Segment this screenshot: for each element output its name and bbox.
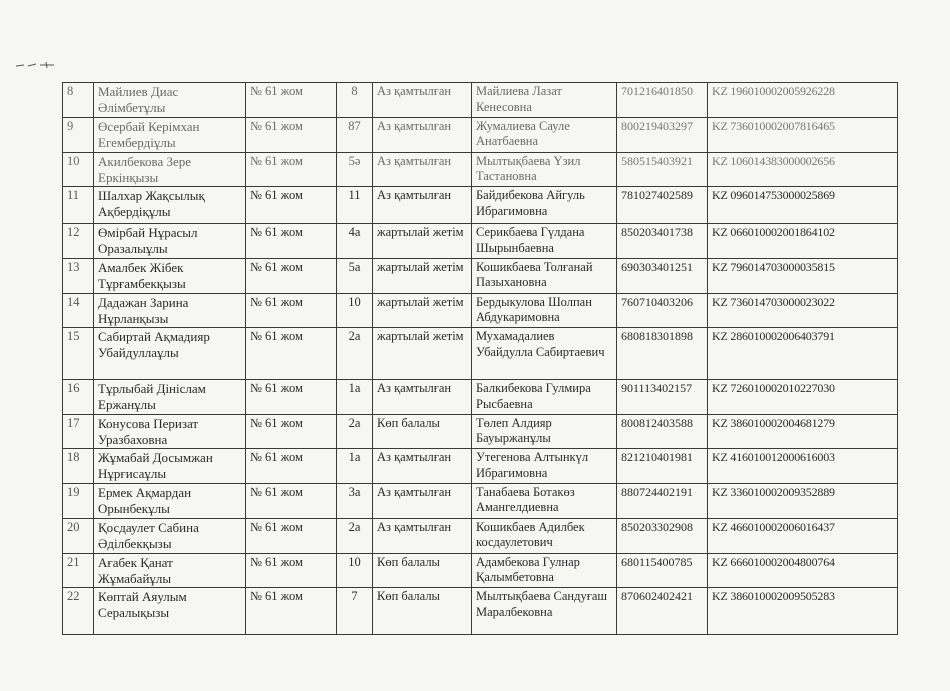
bank-account: KZ 286010002006403791: [708, 328, 898, 380]
parent-iin: 760710403206: [617, 293, 708, 328]
table-row: [63, 553, 898, 588]
table-row: [63, 83, 898, 118]
student-name: Жұмабай Досымжан Нұрғисаұлы: [94, 449, 246, 484]
social-status: жартылай жетім: [373, 258, 472, 293]
social-status: Көп балалы: [373, 414, 472, 449]
social-status: жартылай жетім: [373, 224, 472, 259]
social-status: Көп балалы: [373, 588, 472, 635]
parent-name: Кошикбаева Толғанай Пазыхановна: [472, 258, 617, 293]
social-status: Аз қамтылған: [373, 380, 472, 415]
table-row: [63, 483, 898, 518]
school: № 61 жом: [246, 224, 337, 259]
parent-iin: 680818301898: [617, 328, 708, 380]
social-status: Көп балалы: [373, 553, 472, 588]
parent-iin: 800812403588: [617, 414, 708, 449]
student-name: Өсербай Керімхан Егембердіұлы: [94, 117, 246, 152]
social-status: жартылай жетім: [373, 293, 472, 328]
school: № 61 жом: [246, 483, 337, 518]
class-grade: 4а: [337, 224, 373, 259]
bank-account: KZ 416010012000616003: [708, 449, 898, 484]
parent-name: Мухамадалиев Убайдулла Сабиртаевич: [472, 328, 617, 380]
social-status: Аз қамтылған: [373, 518, 472, 553]
school: № 61 жом: [246, 152, 337, 187]
bank-account: KZ 096014753000025869: [708, 187, 898, 224]
class-grade: 2а: [337, 414, 373, 449]
bank-account: KZ 796014703000035815: [708, 258, 898, 293]
parent-iin: 850203401738: [617, 224, 708, 259]
class-grade: 10: [337, 293, 373, 328]
class-grade: 2а: [337, 518, 373, 553]
table-row: [63, 187, 898, 224]
student-name: Дадажан Зарина Нұрланқызы: [94, 293, 246, 328]
bank-account: KZ 386010002009505283: [708, 588, 898, 635]
scan-artifact: [14, 60, 58, 70]
row-number: 10: [63, 152, 94, 187]
table-row: [63, 380, 898, 415]
table-row: [63, 224, 898, 259]
social-status: Аз қамтылған: [373, 449, 472, 484]
parent-name: Мылтықбаева Үзил Тастановна: [472, 152, 617, 187]
class-grade: 11: [337, 187, 373, 224]
school: № 61 жом: [246, 449, 337, 484]
table-row: [63, 258, 898, 293]
student-name: Амалбек Жібек Тұрғамбекқызы: [94, 258, 246, 293]
row-number: 14: [63, 293, 94, 328]
parent-iin: 680115400785: [617, 553, 708, 588]
social-status: Аз қамтылған: [373, 83, 472, 118]
parent-iin: 701216401850: [617, 83, 708, 118]
school: № 61 жом: [246, 380, 337, 415]
school: № 61 жом: [246, 518, 337, 553]
bank-account: KZ 386010002004681279: [708, 414, 898, 449]
table-row: [63, 152, 898, 187]
class-grade: 5ә: [337, 152, 373, 187]
parent-iin: 690303401251: [617, 258, 708, 293]
bank-account: KZ 466010002006016437: [708, 518, 898, 553]
bank-account: KZ 666010002004800764: [708, 553, 898, 588]
records-sheet: [62, 82, 897, 624]
school: № 61 жом: [246, 117, 337, 152]
class-grade: 2а: [337, 328, 373, 380]
parent-name: Мылтықбаева Сандуғаш Маралбековна: [472, 588, 617, 635]
parent-name: Серикбаева Гүлдана Шырынбаевна: [472, 224, 617, 259]
parent-name: Майлиева Лазат Кенесовна: [472, 83, 617, 118]
row-number: 12: [63, 224, 94, 259]
parent-name: Танабаева Ботакөз Амангелдиевна: [472, 483, 617, 518]
class-grade: 87: [337, 117, 373, 152]
parent-iin: 850203302908: [617, 518, 708, 553]
class-grade: 10: [337, 553, 373, 588]
table-row: [63, 328, 898, 380]
parent-iin: 870602402421: [617, 588, 708, 635]
bank-account: KZ 726010002010227030: [708, 380, 898, 415]
class-grade: 1а: [337, 449, 373, 484]
parent-name: Балкибекова Гулмира Рысбаевна: [472, 380, 617, 415]
row-number: 15: [63, 328, 94, 380]
social-status: Аз қамтылған: [373, 117, 472, 152]
table-row: [63, 449, 898, 484]
row-number: 11: [63, 187, 94, 224]
row-number: 20: [63, 518, 94, 553]
row-number: 8: [63, 83, 94, 118]
student-name: Өмірбай Нұрасыл Оразалыұлы: [94, 224, 246, 259]
school: № 61 жом: [246, 588, 337, 635]
table-row: [63, 117, 898, 152]
bank-account: KZ 066010002001864102: [708, 224, 898, 259]
class-grade: 5а: [337, 258, 373, 293]
class-grade: 7: [337, 588, 373, 635]
bank-account: KZ 196010002005926228: [708, 83, 898, 118]
student-name: Шалхар Жақсылық Ақбердіқұлы: [94, 187, 246, 224]
school: № 61 жом: [246, 414, 337, 449]
student-name: Ермек Ақмардан Орынбекұлы: [94, 483, 246, 518]
bank-account: KZ 336010002009352889: [708, 483, 898, 518]
parent-iin: 880724402191: [617, 483, 708, 518]
class-grade: 8: [337, 83, 373, 118]
parent-iin: 781027402589: [617, 187, 708, 224]
parent-name: Бердыкулова Шолпан Абдукаримовна: [472, 293, 617, 328]
school: № 61 жом: [246, 293, 337, 328]
bank-account: KZ 736010002007816465: [708, 117, 898, 152]
parent-iin: 580515403921: [617, 152, 708, 187]
parent-name: Жумалиева Сауле Анатбаевна: [472, 117, 617, 152]
social-status: Аз қамтылған: [373, 187, 472, 224]
social-status: Аз қамтылған: [373, 483, 472, 518]
student-name: Қосдаулет Сабина Әділбекқызы: [94, 518, 246, 553]
table-row: [63, 588, 898, 635]
student-name: Конусова Перизат Уразбаховна: [94, 414, 246, 449]
school: № 61 жом: [246, 187, 337, 224]
row-number: 19: [63, 483, 94, 518]
row-number: 9: [63, 117, 94, 152]
student-name: Сабиртай Ақмадияр Убайдуллаұлы: [94, 328, 246, 380]
table-row: [63, 518, 898, 553]
school: № 61 жом: [246, 553, 337, 588]
social-status: Аз қамтылған: [373, 152, 472, 187]
bank-account: KZ 736014703000023022: [708, 293, 898, 328]
row-number: 16: [63, 380, 94, 415]
class-grade: 3а: [337, 483, 373, 518]
row-number: 18: [63, 449, 94, 484]
row-number: 13: [63, 258, 94, 293]
records-table: [62, 82, 898, 635]
student-name: Көптай Аяулым Сералықызы: [94, 588, 246, 635]
student-name: Майлиев Диас Әлімбетұлы: [94, 83, 246, 118]
row-number: 22: [63, 588, 94, 635]
parent-iin: 821210401981: [617, 449, 708, 484]
school: № 61 жом: [246, 258, 337, 293]
parent-name: Кошикбаев Адилбек косдаулетович: [472, 518, 617, 553]
school: № 61 жом: [246, 328, 337, 380]
row-number: 17: [63, 414, 94, 449]
social-status: жартылай жетім: [373, 328, 472, 380]
parent-name: Утегенова Алтынкүл Ибрагимовна: [472, 449, 617, 484]
table-row: [63, 293, 898, 328]
class-grade: 1а: [337, 380, 373, 415]
bank-account: KZ 106014383000002656: [708, 152, 898, 187]
row-number: 21: [63, 553, 94, 588]
school: № 61 жом: [246, 83, 337, 118]
student-name: Тұрлыбай Дініслам Ержанұлы: [94, 380, 246, 415]
parent-name: Адамбекова Гулнар Қалымбетовна: [472, 553, 617, 588]
parent-name: Төлеп Алдияр Бауыржанұлы: [472, 414, 617, 449]
student-name: Акилбекова Зере Еркінқызы: [94, 152, 246, 187]
table-row: [63, 414, 898, 449]
parent-iin: 901113402157: [617, 380, 708, 415]
parent-iin: 800219403297: [617, 117, 708, 152]
student-name: Ағабек Қанат Жұмабайұлы: [94, 553, 246, 588]
parent-name: Байдибекова Айгуль Ибрагимовна: [472, 187, 617, 224]
